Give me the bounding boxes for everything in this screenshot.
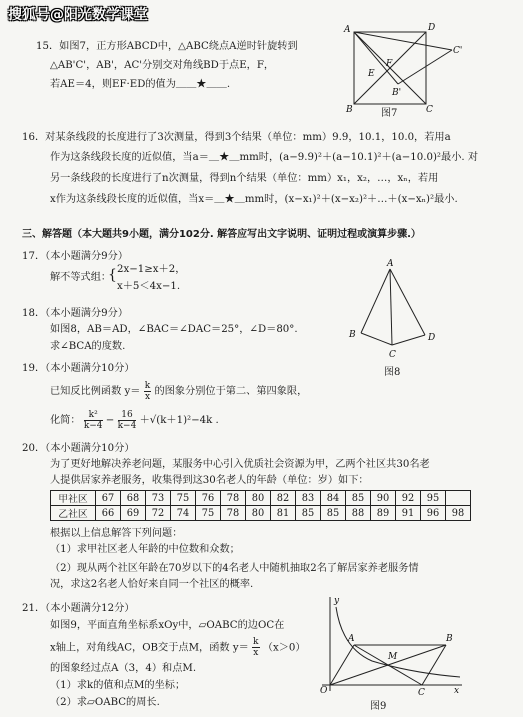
q20-p2a: （2）现从两个社区年龄在70岁以下的4名老人中随机抽取2名了解居家养老服务情 xyxy=(50,563,419,574)
q21-line1: 如图9，平面直角坐标系xOy中，▱OABC的边OC在 xyxy=(50,620,285,631)
fig7-label: C xyxy=(426,105,433,115)
figure-8 xyxy=(345,255,445,360)
fig8-label: C xyxy=(389,350,396,360)
fig9-caption: 图9 xyxy=(370,701,387,712)
q21-p1: （1）求k的值和点M的坐标； xyxy=(50,680,186,691)
q21-p2: （2）求▱OABC的周长. xyxy=(50,697,160,708)
fig7-label: E xyxy=(368,69,375,79)
fig7-label: D xyxy=(428,23,436,33)
q17-ineq1: 2x−1≥x＋2， xyxy=(117,264,186,275)
fig9-label: A xyxy=(348,634,355,644)
q20-line1: 为了更好地解决养老问题，某服务中心引入优质社会资源为甲，乙两个社区共30名老 xyxy=(50,459,430,470)
q17-ineq2: x＋5＜4x−1. xyxy=(117,281,181,292)
q15-line3: 若AE＝4，则EF·ED的值为＿＿★＿＿. xyxy=(50,79,231,90)
q21-line3: 的图象经过点A（3，4）和点M. xyxy=(50,663,197,674)
watermark: 搜狐号@阳光数学课堂 xyxy=(8,7,148,23)
q21-line2: x轴上，对角线AC，OB交于点M，函数 y＝ $\frac{k}{x}$ （x＞0） xyxy=(50,637,306,658)
fig8-label: A xyxy=(387,259,394,269)
brace: { xyxy=(108,267,117,283)
q20-p1: （1）求甲社区老人年龄的中位数和众数； xyxy=(50,544,240,555)
fig9-label: C xyxy=(418,688,425,698)
fig8-label: D xyxy=(428,333,436,343)
fig7-label: F xyxy=(386,59,393,69)
fig7-label: B' xyxy=(392,88,402,98)
q15-line2: △AB'C'，AB'，AC'分别交对角线BD于点E，F， xyxy=(50,60,275,71)
q16-line4: x作为这条线段长度的近似值，当x＝＿★＿mm时，(x−x₁)²＋(x−x₂)²＋…＋(x−xₙ)²最小. xyxy=(50,194,458,205)
q20-head: 20．（本小题满分10分） xyxy=(22,443,135,454)
q17-text: 解不等式组： xyxy=(50,272,112,283)
fig7-label: A xyxy=(344,25,351,35)
q16-line2: 作为这条线段长度的近似值，当a＝＿★＿mm时，(a−9.9)²＋(a−10.1)²＋(a−10.0)²最小. 对 xyxy=(50,152,479,163)
q16-line1: 16．对某条线段的长度进行了3次测量，得到3个结果（单位：mm）9.9，10.1，10.0，若用a xyxy=(22,132,451,143)
q19-line1: 已知反比例函数 y＝ $\frac{k}{x}$ 的图象分别位于第二、第四象限， xyxy=(50,380,308,402)
row-label: 甲社区 xyxy=(51,491,96,506)
fig8-label: B xyxy=(349,330,356,340)
q20-line3: 根据以上信息解答下列问题： xyxy=(50,528,183,539)
q17-head: 17．（本小题满分9分） xyxy=(22,251,129,262)
q18-head: 18．（本小题满分9分） xyxy=(22,308,129,319)
q20-p2b: 况，求这2名老人恰好来自同一个社区的概率. xyxy=(50,579,254,590)
fig7-label: C' xyxy=(453,46,463,56)
fig7-label: B xyxy=(346,105,353,115)
fig8-caption: 图8 xyxy=(384,367,401,378)
fig9-label: O xyxy=(320,686,328,696)
q16-line3: 另一条线段的长度进行了n次测量，得到n个结果（单位：mm）x₁，x₂，…，xₙ，若用 xyxy=(50,173,439,184)
fig9-label: M xyxy=(388,652,398,662)
q18-line2: 求∠BCA的度数. xyxy=(50,341,126,352)
fig9-label: B xyxy=(446,634,453,644)
q20-line2: 人提供居家养老服务，收集得到这30名老人的年龄（单位：岁）如下： xyxy=(50,475,369,486)
figure-7 xyxy=(340,18,470,118)
table-row: 甲社区 67 68 73 75 76 78 80 82 83 84 85 90 92 95 xyxy=(51,491,471,506)
q15-line1: 15．如图7，正方形ABCD中，△ABC绕点A逆时针旋转到 xyxy=(36,41,298,52)
fig9-label: x xyxy=(454,686,460,696)
table-row: 乙社区 66 69 72 74 75 78 80 81 85 85 88 89 91 96 98 xyxy=(51,506,471,521)
q19-simplify: 化简： $\frac{\text{k²}}{k-4}$ − $\frac{16}{k-4}$ ＋√(k＋1)²−4k . xyxy=(50,409,219,431)
row-label: 乙社区 xyxy=(51,506,96,521)
q19-head: 19．（本小题满分10分） xyxy=(22,363,135,374)
q18-line1: 如图8，AB＝AD，∠BAC＝∠DAC＝25°，∠D＝80°. xyxy=(50,324,298,335)
q21-head: 21．（本小题满分12分） xyxy=(22,603,135,614)
section-3-heading: 三、解答题（本大题共9小题，满分102分. 解答应写出文字说明、证明过程或演算步骤.） xyxy=(22,229,421,240)
fig9-label: y xyxy=(334,596,340,606)
age-table xyxy=(50,490,471,521)
figure-9 xyxy=(312,593,467,703)
fig7-caption: 图7 xyxy=(381,108,398,119)
